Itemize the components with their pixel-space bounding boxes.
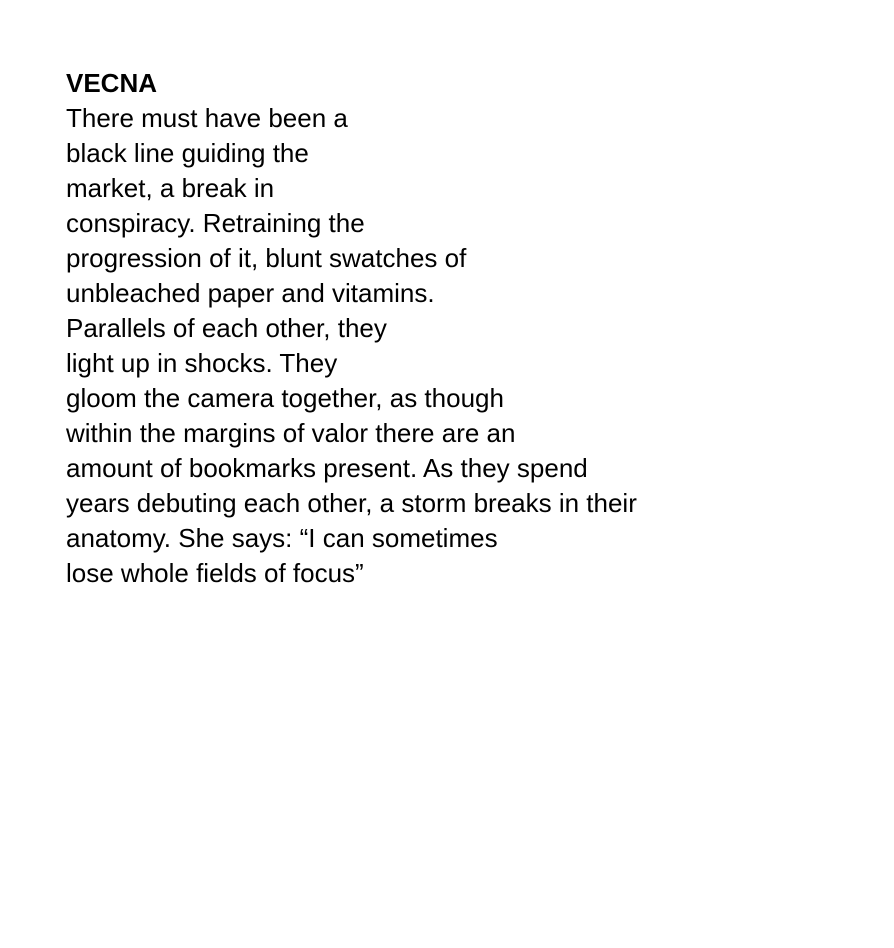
poem-line: market, a break in — [66, 173, 275, 203]
poem-line: progression of it, blunt swatches of — [66, 243, 467, 273]
poem-line: There must have been a — [66, 103, 348, 133]
poem-title: VECNA — [66, 68, 158, 98]
poem-line: within the margins of valor there are an — [66, 418, 516, 448]
poem-line: lose whole fields of focus” — [66, 558, 364, 588]
poem-line: light up in shocks. They — [66, 348, 338, 378]
poem-line: gloom the camera together, as though — [66, 383, 504, 413]
poem-line: amount of bookmarks present. As they spend — [66, 453, 588, 483]
poem-line: black line guiding the — [66, 138, 309, 168]
poem-line: years debuting each other, a storm breaks in their — [66, 488, 637, 518]
poem — [66, 66, 637, 591]
poem-line: unbleached paper and vitamins. — [66, 278, 435, 308]
poem-line: anatomy. She says: “I can sometimes — [66, 523, 498, 553]
poem-line: Parallels of each other, they — [66, 313, 387, 343]
poem-line: conspiracy. Retraining the — [66, 208, 365, 238]
